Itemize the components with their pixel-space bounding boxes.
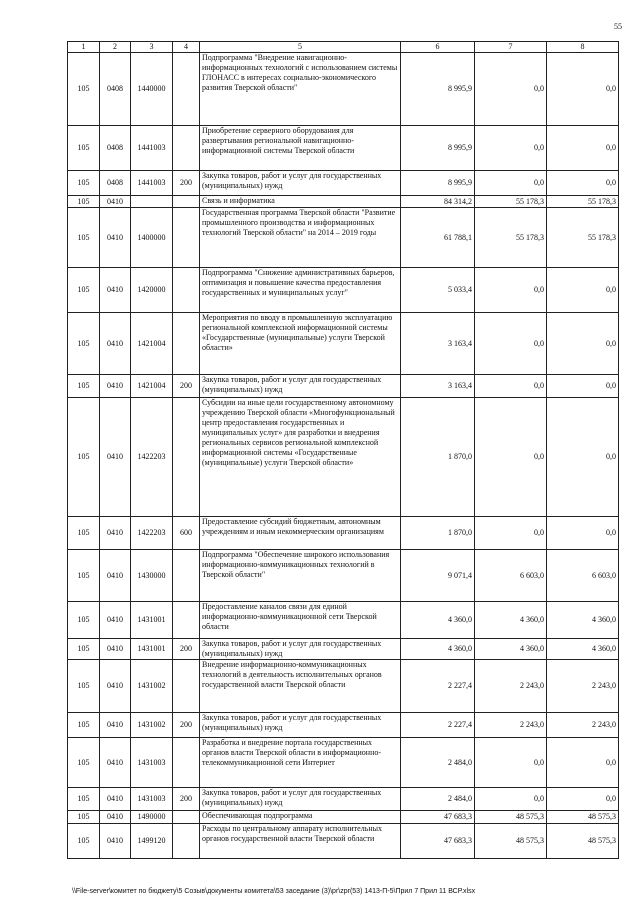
section-cell: 0410 bbox=[100, 208, 131, 268]
amount-cell: 9 071,4 bbox=[401, 550, 475, 602]
expense-type-cell bbox=[173, 660, 200, 713]
code-cell: 105 bbox=[68, 53, 100, 126]
amount-cell: 48 575,3 bbox=[547, 811, 619, 824]
target-article-cell: 1421004 bbox=[131, 375, 173, 398]
section-cell: 0408 bbox=[100, 53, 131, 126]
amount-cell: 0,0 bbox=[547, 53, 619, 126]
table-row bbox=[68, 268, 619, 313]
table-row bbox=[68, 208, 619, 268]
amount-cell: 0,0 bbox=[547, 738, 619, 788]
amount-cell: 6 603,0 bbox=[475, 550, 547, 602]
amount-cell: 8 995,9 bbox=[401, 53, 475, 126]
amount-cell: 5 033,4 bbox=[401, 268, 475, 313]
table-row bbox=[68, 375, 619, 398]
target-article-cell: 1441003 bbox=[131, 126, 173, 171]
expense-type-cell bbox=[173, 268, 200, 313]
code-cell: 105 bbox=[68, 788, 100, 811]
amount-cell: 55 178,3 bbox=[547, 208, 619, 268]
expense-type-cell: 200 bbox=[173, 639, 200, 660]
expense-type-cell: 200 bbox=[173, 713, 200, 738]
code-cell: 105 bbox=[68, 171, 100, 196]
budget-table bbox=[67, 41, 619, 859]
amount-cell: 61 788,1 bbox=[401, 208, 475, 268]
section-cell: 0410 bbox=[100, 788, 131, 811]
code-cell: 105 bbox=[68, 375, 100, 398]
code-cell: 105 bbox=[68, 268, 100, 313]
target-article-cell: 1431001 bbox=[131, 602, 173, 639]
section-cell: 0410 bbox=[100, 824, 131, 859]
item-name-cell: Закупка товаров, работ и услуг для государственных (муниципальных) нужд bbox=[200, 788, 401, 811]
item-name-cell: Приобретение серверного оборудования для развертывания региональной навигационно-информационной системы Тверской области bbox=[200, 126, 401, 171]
table-row bbox=[68, 811, 619, 824]
amount-cell: 8 995,9 bbox=[401, 171, 475, 196]
amount-cell: 4 360,0 bbox=[547, 639, 619, 660]
amount-cell: 2 484,0 bbox=[401, 738, 475, 788]
code-cell: 105 bbox=[68, 713, 100, 738]
section-cell: 0410 bbox=[100, 398, 131, 517]
item-name-cell: Разработка и внедрение портала государственных органов власти Тверской области в информационно-телекоммуникационной сети Интернет bbox=[200, 738, 401, 788]
code-cell: 105 bbox=[68, 824, 100, 859]
target-article-cell: 1400000 bbox=[131, 208, 173, 268]
expense-type-cell: 200 bbox=[173, 171, 200, 196]
amount-cell: 0,0 bbox=[547, 398, 619, 517]
amount-cell: 48 575,3 bbox=[547, 824, 619, 859]
section-cell: 0410 bbox=[100, 268, 131, 313]
target-article-cell: 1441003 bbox=[131, 171, 173, 196]
table-row bbox=[68, 639, 619, 660]
amount-cell: 2 243,0 bbox=[547, 713, 619, 738]
amount-cell: 48 575,3 bbox=[475, 824, 547, 859]
section-cell: 0408 bbox=[100, 171, 131, 196]
expense-type-cell: 200 bbox=[173, 788, 200, 811]
column-header: 1 bbox=[68, 42, 100, 53]
table-row bbox=[68, 660, 619, 713]
code-cell: 105 bbox=[68, 602, 100, 639]
item-name-cell: Подпрограмма "Снижение административных барьеров, оптимизация и повышение качества предоставления государственных и муниципальных услуг" bbox=[200, 268, 401, 313]
amount-cell: 4 360,0 bbox=[547, 602, 619, 639]
amount-cell: 84 314,2 bbox=[401, 196, 475, 208]
column-header: 2 bbox=[100, 42, 131, 53]
expense-type-cell bbox=[173, 602, 200, 639]
table-row bbox=[68, 313, 619, 375]
item-name-cell: Предоставление субсидий бюджетным, автономным учреждениям и иным некоммерческим организациям bbox=[200, 517, 401, 550]
amount-cell: 0,0 bbox=[475, 375, 547, 398]
item-name-cell: Внедрение информационно-коммуникационных технологий в деятельность исполнительных органов государственной власти Тверской области bbox=[200, 660, 401, 713]
section-cell: 0410 bbox=[100, 517, 131, 550]
amount-cell: 0,0 bbox=[547, 788, 619, 811]
table-row bbox=[68, 550, 619, 602]
section-cell: 0410 bbox=[100, 602, 131, 639]
item-name-cell: Закупка товаров, работ и услуг для государственных (муниципальных) нужд bbox=[200, 171, 401, 196]
section-cell: 0410 bbox=[100, 196, 131, 208]
code-cell: 105 bbox=[68, 550, 100, 602]
section-cell: 0410 bbox=[100, 313, 131, 375]
amount-cell: 4 360,0 bbox=[475, 639, 547, 660]
table-row bbox=[68, 398, 619, 517]
item-name-cell: Мероприятия по вводу в промышленную эксплуатацию региональной комплексной информационной системы «Государственные (муниципальные) услуги Тверской области» bbox=[200, 313, 401, 375]
code-cell: 105 bbox=[68, 196, 100, 208]
table-row bbox=[68, 788, 619, 811]
amount-cell: 4 360,0 bbox=[401, 602, 475, 639]
section-cell: 0410 bbox=[100, 738, 131, 788]
amount-cell: 2 243,0 bbox=[475, 660, 547, 713]
table-row bbox=[68, 171, 619, 196]
amount-cell: 8 995,9 bbox=[401, 126, 475, 171]
expense-type-cell bbox=[173, 824, 200, 859]
amount-cell: 1 870,0 bbox=[401, 517, 475, 550]
expense-type-cell bbox=[173, 550, 200, 602]
expense-type-cell bbox=[173, 126, 200, 171]
amount-cell: 0,0 bbox=[475, 738, 547, 788]
expense-type-cell bbox=[173, 313, 200, 375]
amount-cell: 0,0 bbox=[547, 268, 619, 313]
table-row bbox=[68, 126, 619, 171]
item-name-cell: Связь и информатика bbox=[200, 196, 401, 208]
amount-cell: 55 178,3 bbox=[475, 208, 547, 268]
item-name-cell: Предоставление каналов связи для единой информационно-коммуникационной сети Тверской области bbox=[200, 602, 401, 639]
amount-cell: 6 603,0 bbox=[547, 550, 619, 602]
target-article-cell: 1431003 bbox=[131, 788, 173, 811]
page-number: 55 bbox=[614, 22, 622, 31]
amount-cell: 3 163,4 bbox=[401, 313, 475, 375]
target-article-cell: 1430000 bbox=[131, 550, 173, 602]
section-cell: 0410 bbox=[100, 375, 131, 398]
target-article-cell: 1490000 bbox=[131, 811, 173, 824]
table-row bbox=[68, 713, 619, 738]
amount-cell: 48 575,3 bbox=[475, 811, 547, 824]
target-article-cell: 1431002 bbox=[131, 713, 173, 738]
item-name-cell: Подпрограмма "Внедрение навигационно-информационных технологий с использованием системы ГЛОНАСС в интересах социально-экономического развития Тверской области" bbox=[200, 53, 401, 126]
expense-type-cell bbox=[173, 196, 200, 208]
code-cell: 105 bbox=[68, 517, 100, 550]
amount-cell: 3 163,4 bbox=[401, 375, 475, 398]
amount-cell: 4 360,0 bbox=[475, 602, 547, 639]
code-cell: 105 bbox=[68, 639, 100, 660]
amount-cell: 47 683,3 bbox=[401, 824, 475, 859]
section-cell: 0410 bbox=[100, 660, 131, 713]
expense-type-cell bbox=[173, 208, 200, 268]
amount-cell: 0,0 bbox=[475, 788, 547, 811]
column-header: 3 bbox=[131, 42, 173, 53]
amount-cell: 2 243,0 bbox=[547, 660, 619, 713]
table-row bbox=[68, 824, 619, 859]
amount-cell: 55 178,3 bbox=[547, 196, 619, 208]
target-article-cell: 1431002 bbox=[131, 660, 173, 713]
table-row bbox=[68, 196, 619, 208]
section-cell: 0410 bbox=[100, 550, 131, 602]
item-name-cell: Государственная программа Тверской области "Развитие промышленного производства и информационных технологий Тверской области" на 2014 – 2019 годы bbox=[200, 208, 401, 268]
amount-cell: 55 178,3 bbox=[475, 196, 547, 208]
amount-cell: 2 484,0 bbox=[401, 788, 475, 811]
target-article-cell: 1422203 bbox=[131, 398, 173, 517]
target-article-cell: 1431001 bbox=[131, 639, 173, 660]
amount-cell: 0,0 bbox=[475, 517, 547, 550]
target-article-cell: 1421004 bbox=[131, 313, 173, 375]
item-name-cell: Закупка товаров, работ и услуг для государственных (муниципальных) нужд bbox=[200, 639, 401, 660]
item-name-cell: Субсидии на иные цели государственному автономному учреждению Тверской области «Многофункциональный центр предоставления государственных и муниципальных услуг» для разработки и внедрения региональных сервисов региональной комплексной информационной системы «Государственные (муниципальные) услуги Тверской области» bbox=[200, 398, 401, 517]
amount-cell: 4 360,0 bbox=[401, 639, 475, 660]
code-cell: 105 bbox=[68, 660, 100, 713]
amount-cell: 0,0 bbox=[475, 171, 547, 196]
code-cell: 105 bbox=[68, 208, 100, 268]
section-cell: 0410 bbox=[100, 713, 131, 738]
code-cell: 105 bbox=[68, 313, 100, 375]
table-row bbox=[68, 602, 619, 639]
target-article-cell: 1431003 bbox=[131, 738, 173, 788]
amount-cell: 47 683,3 bbox=[401, 811, 475, 824]
amount-cell: 0,0 bbox=[475, 126, 547, 171]
expense-type-cell: 600 bbox=[173, 517, 200, 550]
code-cell: 105 bbox=[68, 811, 100, 824]
target-article-cell: 1422203 bbox=[131, 517, 173, 550]
amount-cell: 0,0 bbox=[475, 313, 547, 375]
item-name-cell: Закупка товаров, работ и услуг для государственных (муниципальных) нужд bbox=[200, 713, 401, 738]
section-cell: 0408 bbox=[100, 126, 131, 171]
amount-cell: 0,0 bbox=[547, 313, 619, 375]
expense-type-cell: 200 bbox=[173, 375, 200, 398]
expense-type-cell bbox=[173, 811, 200, 824]
table-row bbox=[68, 53, 619, 126]
item-name-cell: Обеспечивающая подпрограмма bbox=[200, 811, 401, 824]
target-article-cell: 1499120 bbox=[131, 824, 173, 859]
column-header: 6 bbox=[401, 42, 475, 53]
item-name-cell: Подпрограмма "Обеспечение широкого использования информационно-коммуникационных технологий в Тверской области" bbox=[200, 550, 401, 602]
code-cell: 105 bbox=[68, 126, 100, 171]
code-cell: 105 bbox=[68, 398, 100, 517]
expense-type-cell bbox=[173, 738, 200, 788]
amount-cell: 2 243,0 bbox=[475, 713, 547, 738]
amount-cell: 0,0 bbox=[547, 375, 619, 398]
column-header: 5 bbox=[200, 42, 401, 53]
column-header: 7 bbox=[475, 42, 547, 53]
table-row bbox=[68, 738, 619, 788]
section-cell: 0410 bbox=[100, 811, 131, 824]
amount-cell: 0,0 bbox=[547, 171, 619, 196]
section-cell: 0410 bbox=[100, 639, 131, 660]
amount-cell: 0,0 bbox=[547, 517, 619, 550]
column-header: 4 bbox=[173, 42, 200, 53]
file-path-footer: \\File-server\комитет по бюджету\5 Созыв\документы комитета\53 заседание (3)\pr\zpr(53) 1413-П-5\Прил 7 Прил 11 ВСР.xlsx bbox=[72, 888, 476, 895]
amount-cell: 0,0 bbox=[475, 398, 547, 517]
amount-cell: 0,0 bbox=[547, 126, 619, 171]
target-article-cell: 1420000 bbox=[131, 268, 173, 313]
code-cell: 105 bbox=[68, 738, 100, 788]
expense-type-cell bbox=[173, 53, 200, 126]
amount-cell: 2 227,4 bbox=[401, 713, 475, 738]
table-row bbox=[68, 517, 619, 550]
expense-type-cell bbox=[173, 398, 200, 517]
amount-cell: 2 227,4 bbox=[401, 660, 475, 713]
target-article-cell: 1440000 bbox=[131, 53, 173, 126]
column-header: 8 bbox=[547, 42, 619, 53]
amount-cell: 0,0 bbox=[475, 268, 547, 313]
item-name-cell: Закупка товаров, работ и услуг для государственных (муниципальных) нужд bbox=[200, 375, 401, 398]
amount-cell: 0,0 bbox=[475, 53, 547, 126]
column-header-row bbox=[68, 42, 619, 53]
amount-cell: 1 870,0 bbox=[401, 398, 475, 517]
target-article-cell bbox=[131, 196, 173, 208]
item-name-cell: Расходы по центральному аппарату исполнительных органов государственной власти Тверской области bbox=[200, 824, 401, 859]
